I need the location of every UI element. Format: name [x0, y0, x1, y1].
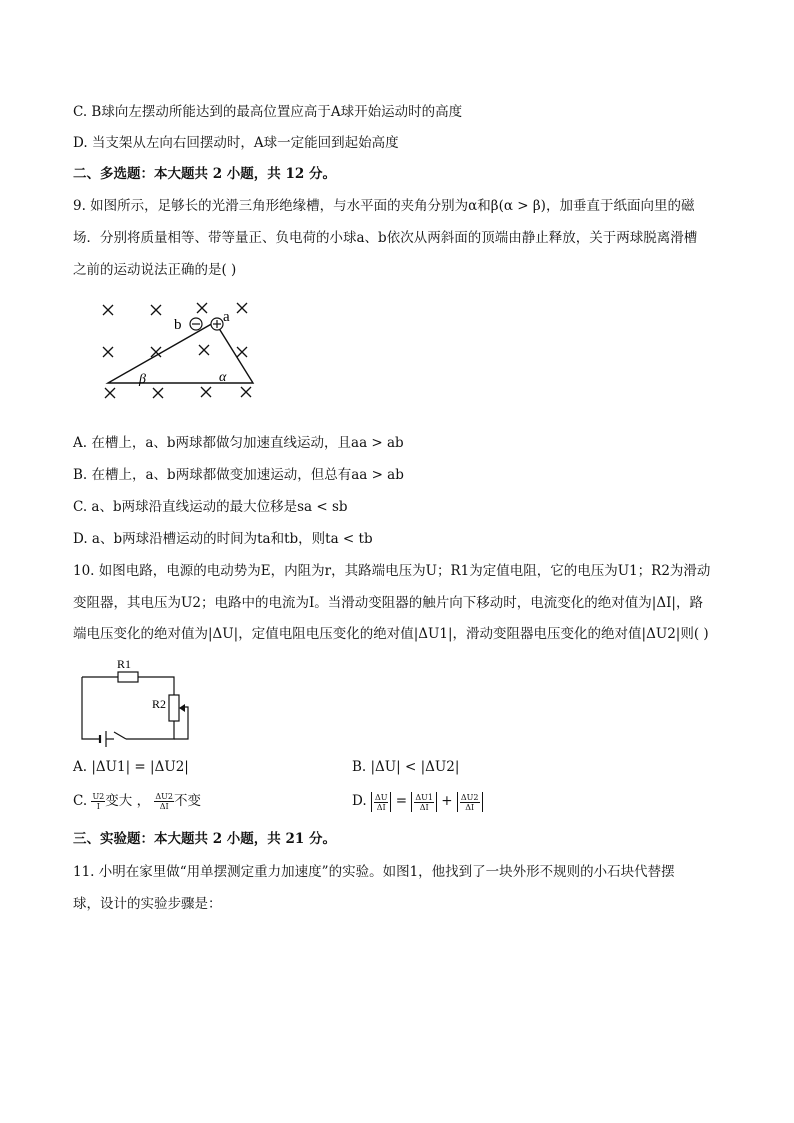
- q9-option-a: A. 在槽上，a、b两球都做匀加速直线运动，且aa > ab: [73, 435, 404, 451]
- abs-du-over-di: [371, 792, 392, 812]
- q9-triangle-figure: [95, 295, 270, 407]
- q10-stem-line3: 端电压变化的绝对值为|ΔU|，定值电阻电压变化的绝对值|ΔU1|，滑动变阻器电压变化的绝对值|ΔU2|则( ): [73, 626, 709, 642]
- frac-den: I: [96, 802, 100, 811]
- q10-option-d: [352, 791, 483, 812]
- section-3-heading: 三、实验题：本大题共 2 小题，共 21 分。: [73, 831, 336, 847]
- label-r2: R2: [152, 697, 167, 711]
- q8-option-d: D. 当支架从左向右回摆动时，A球一定能回到起始高度: [73, 135, 399, 151]
- frac-num: ΔU2: [155, 792, 173, 801]
- q9-stem-line2: 场．分别将质量相等、带等量正、负电荷的小球a、b依次从两斜面的顶端由静止释放，关于两球脱离滑槽: [73, 230, 698, 246]
- q11-stem-line2: 球，设计的实验步骤是：: [73, 896, 222, 912]
- frac-den: ΔI: [376, 802, 386, 812]
- resistor-r1: [118, 672, 138, 682]
- rheostat-r2: [169, 695, 179, 721]
- option-c-prefix: C.: [73, 793, 88, 809]
- label-r1: R1: [117, 657, 132, 671]
- angle-beta-label: β: [139, 372, 146, 387]
- q9-option-b: B. 在槽上，a、b两球都做变加速运动，但总有aa > ab: [73, 467, 404, 483]
- angle-alpha-label: α: [219, 370, 227, 385]
- fraction-du2-over-di: [154, 792, 174, 811]
- option-c-mid-text: 变大 ，: [105, 793, 151, 809]
- frac-den: ΔI: [419, 802, 429, 812]
- option-c-end-text: 不变: [173, 793, 201, 809]
- abs-du1-over-di: [411, 792, 437, 812]
- frac-num: ΔU1: [415, 792, 433, 802]
- label-a: a: [223, 309, 230, 325]
- q10-stem-line1: 10. 如图电路，电源的电动势为E，内阻为r，其路端电压为U；R1为定值电阻，它的电压为U1；R2为滑动: [73, 563, 711, 579]
- frac-num: ΔU: [374, 792, 388, 802]
- q9-stem-line1: 9. 如图所示，足够长的光滑三角形绝缘槽，与水平面的夹角分别为α和β(α > β)，加垂直于纸面向里的磁: [73, 198, 695, 214]
- q10-option-a: A. |ΔU1| = |ΔU2|: [73, 759, 189, 775]
- abs-du2-over-di: [457, 792, 483, 812]
- plus-sign: +: [441, 793, 453, 809]
- section-2-heading: 二、多选题：本大题共 2 小题，共 12 分。: [73, 166, 336, 182]
- q10-option-c: [73, 791, 201, 811]
- option-d-prefix: D.: [352, 793, 367, 809]
- slider-contact: [179, 704, 185, 712]
- equals-sign: =: [395, 793, 408, 809]
- q11-stem-line1: 11. 小明在家里做“用单摆测定重力加速度”的实验。如图1，他找到了一块外形不规则的小石块代替摆: [73, 864, 675, 880]
- frac-den: ΔI: [159, 802, 169, 811]
- q10-stem-line2: 变阻器，其电压为U2；电路中的电流为I。当滑动变阻器的触片向下移动时，电流变化的绝对值为|ΔI|，路: [73, 595, 703, 611]
- q9-option-c: C. a、b两球沿直线运动的最大位移是sa < sb: [73, 499, 348, 515]
- frac-num: ΔU2: [460, 792, 479, 802]
- frac-num: U2: [92, 792, 105, 801]
- q8-option-c: C. B球向左摆动所能达到的最高位置应高于A球开始运动时的高度: [73, 104, 463, 120]
- q10-option-b: B. |ΔU| < |ΔU2|: [352, 759, 460, 775]
- fraction-u2-over-i: [91, 792, 105, 811]
- label-b: b: [174, 317, 182, 333]
- q10-circuit-figure: [76, 655, 196, 747]
- q9-stem-line3: 之前的运动说法正确的是( ): [73, 262, 237, 278]
- frac-den: ΔI: [465, 802, 475, 812]
- q9-option-d: D. a、b两球沿槽运动的时间为ta和tb，则ta < tb: [73, 531, 373, 547]
- switch: [114, 732, 126, 739]
